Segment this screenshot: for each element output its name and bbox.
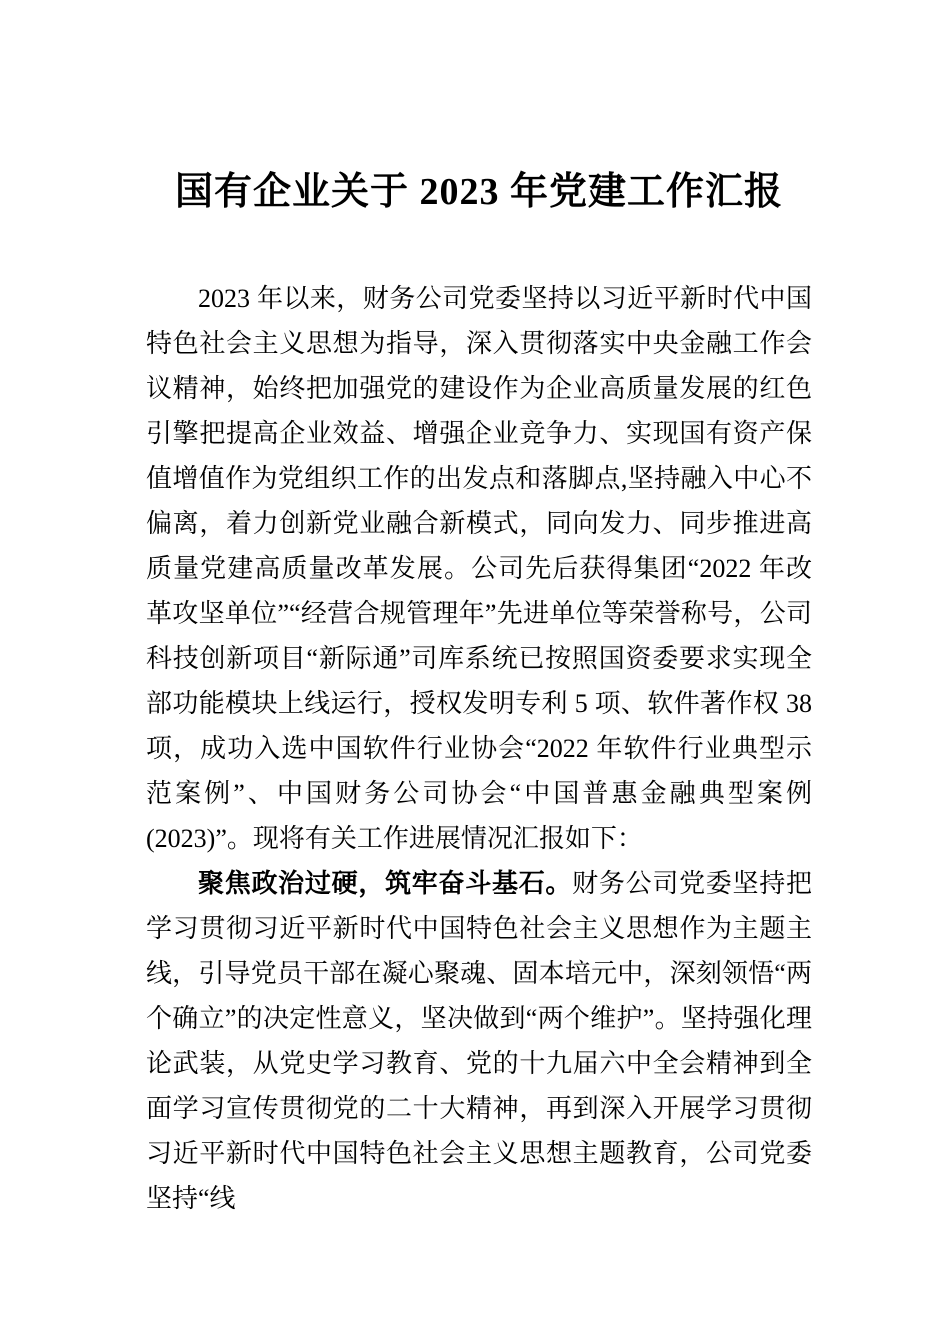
paragraph-intro xyxy=(146,276,812,861)
document-title: 国有企业关于 2023 年党建工作汇报 xyxy=(174,171,783,213)
paragraph-intro-text-run: 2023 年以来，财务公司党委坚持以习近平新时代中国特色社会主义思想为指导，深入贯彻落实中央金融工作会议精神，始终把加强党的建设作为企业高质量发展的红色引擎把提高企业效益、增强企业竞争力、实现国有资产保值增值作为党组织工作的出发点和落脚点,坚持融入中心不偏离，着力创新党业融合新模式，同向发力、同步推进高质量党建高质量改革发展。公司先后获得集团“2022 年改革攻坚单位”“经营合规管理年”先进单位等荣誉称号，公司科技创新项目“新际通”司库系统已按照国资委要求实现全部功能模块上线运行，授权发明专利 5 项、软件著作权 38 项，成功入选中国软件行业协会“2022 年软件行业典型示范案例”、中国财务公司协会“中国普惠金融典型案例(2023)”。现将有关工作进展情况汇报如下： xyxy=(146,284,812,853)
document-body xyxy=(146,276,812,1221)
paragraph-bold-lead-run: 聚焦政治过硬，筑牢奋斗基石。 xyxy=(198,869,573,898)
paragraph-political-focus xyxy=(146,861,812,1221)
paragraph-political-focus-text-run: 财务公司党委坚持把学习贯彻习近平新时代中国特色社会主义思想作为主题主线，引导党员干部在凝心聚魂、固本培元中，深刻领悟“两个确立”的决定性意义，坚决做到“两个维护”。坚持强化理论武装，从党史学习教育、党的十九届六中全会精神到全面学习宣传贯彻党的二十大精神，再到深入开展学习贯彻习近平新时代中国特色社会主义思想主题教育，公司党委坚持“线 xyxy=(146,869,812,1213)
document-content xyxy=(146,0,812,1221)
